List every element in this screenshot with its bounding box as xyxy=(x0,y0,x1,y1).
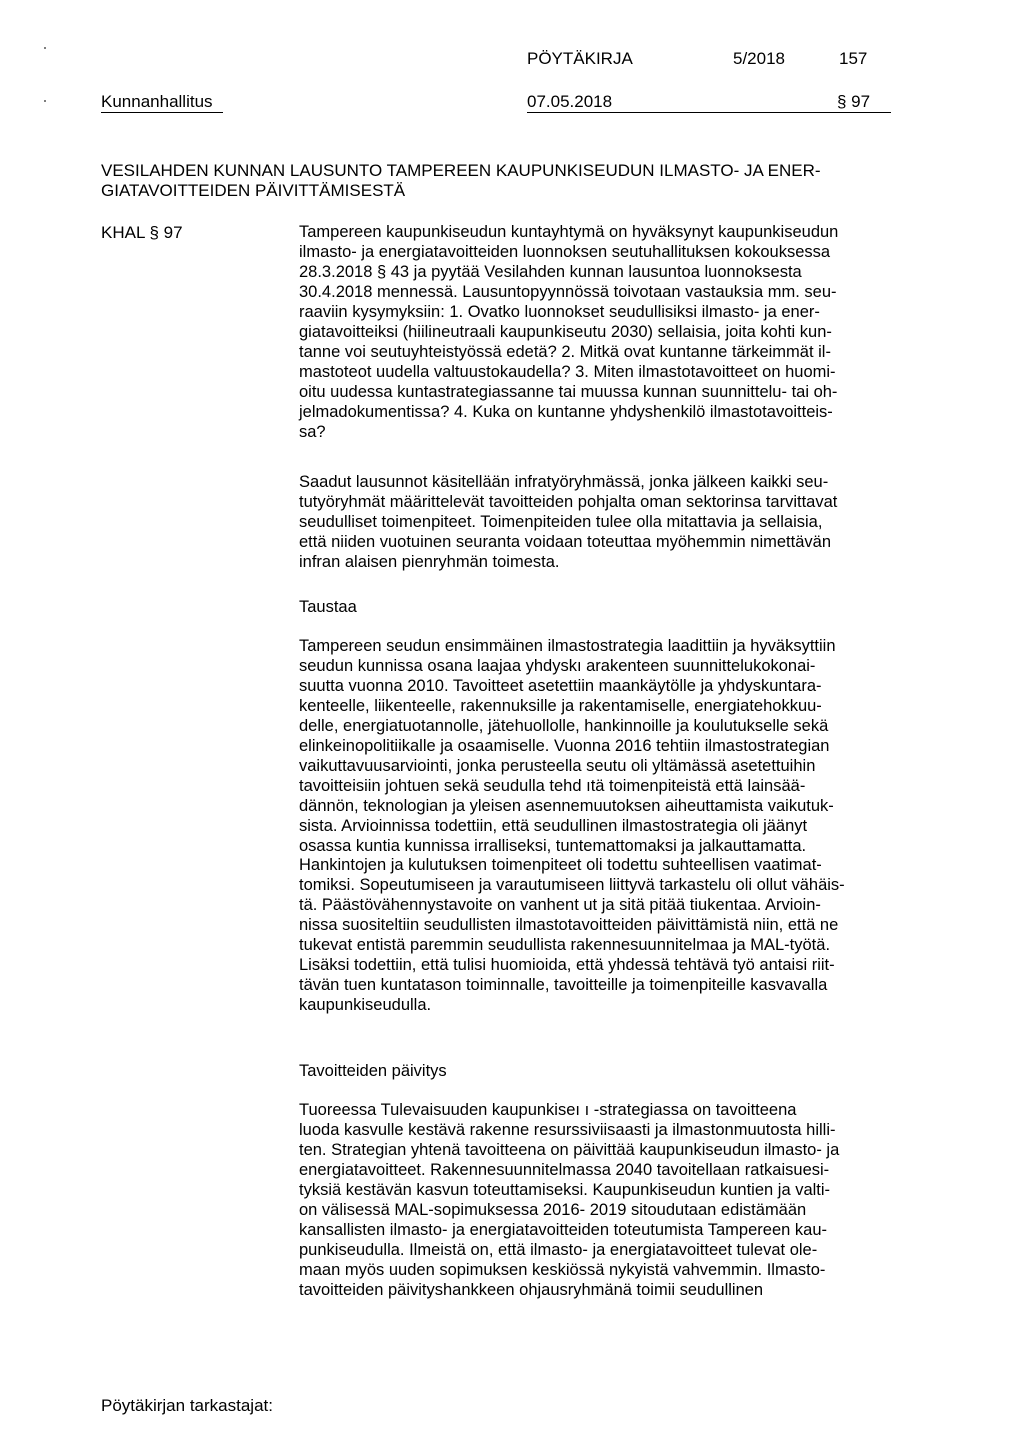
text-line: tanne voi seutuyhteistyössä edetä? 2. Mitkä ovat kuntanne tärkeimmät il- xyxy=(299,342,831,361)
text-line: luoda kasvulle kestävä rakenne resurssiviisaasti ja ilmastonmuutosta hilli- xyxy=(299,1120,836,1139)
text-line: 28.3.2018 § 43 ja pyytää Vesilahden kunnan lausuntoa luonnoksesta xyxy=(299,262,802,281)
heading-text: Taustaa xyxy=(299,598,357,616)
text-line: maan myös uuden sopimuksen keskiössä nykyistä vahvemmin. Ilmasto- xyxy=(299,1260,826,1279)
text-line: dännön, teknologian ja yleisen asennemuutoksen aiheuttamista vaikutuk- xyxy=(299,796,834,815)
header-rule-left xyxy=(101,112,223,113)
text-line: mastoteot uudella valtuustokaudella? 3. Miten ilmastotavoitteet on huomi- xyxy=(299,362,836,381)
text-line: raaviin kysymyksiin: 1. Ovatko luonnokset seudullisiksi ilmasto- ja ener- xyxy=(299,302,820,321)
text-line: oitu uudessa kuntastrategiassanne tai muussa kunnan suunnittelu- tai oh- xyxy=(299,382,838,401)
text-line: tavoitteiden päivityshankkeen ohjausryhmänä toimii seudullinen xyxy=(299,1280,764,1299)
text-line: vaikuttavuusarviointi, jonka perusteella seutu oli yltämässä asetettuihin xyxy=(299,756,816,775)
text-line: seudulliset toimenpiteet. Toimenpiteiden tulee olla mitattavia ja sellaisia, xyxy=(299,512,823,531)
text-line: elinkeinopolitiikalle ja osaamiselle. Vuonna 2016 tehtiin ilmastostrategian xyxy=(299,736,830,755)
paragraph-background xyxy=(299,637,899,1016)
text-line: tavoitteisiin johtuen sekä seudulla tehd ıtä toimenpiteistä että lainsää- xyxy=(299,776,806,795)
text-line: kaupunkiseudulla. xyxy=(299,996,432,1015)
section-number: § 97 xyxy=(837,92,871,111)
paragraph-processing xyxy=(299,473,899,573)
heading-text: Tavoitteiden päivitys xyxy=(299,1062,447,1080)
paragraph-request xyxy=(299,223,899,442)
item-code: KHAL § 97 xyxy=(101,223,183,242)
text-line: että niiden vuotuinen seuranta voidaan toteuttaa myöhemmin nimettävän xyxy=(299,532,832,551)
text-line: Tampereen seudun ensimmäinen ilmastostrategia laadittiin ja hyväksyttiin xyxy=(299,637,836,655)
issue-number: 5/2018 xyxy=(733,49,785,68)
text-line: energiatavoitteet. Rakennesuunnitelmassa 2040 tavoitellaan ratkaisuesi- xyxy=(299,1160,830,1179)
text-line: tutyöryhmät määrittelevät tavoitteiden pohjalta oman sektorinsa tarvittavat xyxy=(299,492,838,511)
text-line: Tuoreessa Tulevaisuuden kaupunkiseı ı -strategiassa on tavoitteena xyxy=(299,1101,797,1119)
text-line: suutta vuonna 2010. Tavoitteet asetettiin maankäytölle ja yhdyskuntara- xyxy=(299,676,822,695)
text-line: punkiseudulla. Ilmeistä on, että ilmasto- ja energiatavoitteet tulevat ole- xyxy=(299,1240,818,1259)
text-line: tukevat entistä paremmin seudullista rakennesuunnitelmaa ja MAL-työtä. xyxy=(299,936,831,955)
page-number: 157 xyxy=(839,49,868,68)
document-type: PÖYTÄKIRJA xyxy=(527,49,633,68)
text-line: tävän tuen kuntatason toiminnalle, tavoitteille ja toimenpiteille kasvavalla xyxy=(299,976,828,995)
text-line: tomiksi. Sopeutumiseen ja varautumiseen liittyvä tarkastelu oli ollut vähäis- xyxy=(299,876,845,895)
minutes-checkers-label: Pöytäkirjan tarkastajat: xyxy=(101,1396,273,1415)
paragraph-goals-update xyxy=(299,1101,899,1301)
text-line: Tampereen kaupunkiseudun kuntayhtymä on hyväksynyt kaupunkiseudun xyxy=(299,223,839,241)
heading-goals-update xyxy=(299,1062,899,1082)
text-line: ten. Strategian yhtenä tavoitteena on päivittää kaupunkiseudun ilmasto- ja xyxy=(299,1140,840,1159)
scan-speck xyxy=(44,47,46,49)
header-rule-right xyxy=(527,112,891,113)
meeting-date: 07.05.2018 xyxy=(527,92,613,111)
text-line: sista. Arvioinnissa todettiin, että seudullinen ilmastostrategia oli jäänyt xyxy=(299,816,808,835)
text-line: infran alaisen pienryhmän toimesta. xyxy=(299,552,560,571)
text-line: jelmadokumentissa? 4. Kuka on kuntanne yhdyshenkilö ilmastotavoitteis- xyxy=(299,402,833,421)
text-line: on välisessä MAL-sopimuksessa 2016- 2019 sitoudutaan edistämään xyxy=(299,1200,807,1219)
text-line: Hankintojen ja kulutuksen toimenpiteet oli todettu suhteellisen vaatimat- xyxy=(299,856,822,875)
heading-background xyxy=(299,598,899,618)
text-line: sa? xyxy=(299,422,326,441)
text-line: Saadut lausunnot käsitellään infratyöryhmässä, jonka jälkeen kaikki seu- xyxy=(299,473,829,491)
text-line: kenteelle, liikenteelle, rakennuksille ja rakentamiselle, energiatehokkuu- xyxy=(299,696,822,715)
organ-name: Kunnanhallitus xyxy=(101,92,213,111)
scan-speck xyxy=(44,100,46,102)
text-line: Lisäksi todettiin, että tulisi huomioida, että yhdessä tehtävä työ antaisi riit- xyxy=(299,956,835,975)
text-line: delle, energiatuotannolle, jätehuollolle, hankinnoille ja koulutukselle sekä xyxy=(299,716,829,735)
text-line: 30.4.2018 mennessä. Lausuntopyynnössä toivotaan vastauksia mm. seu- xyxy=(299,282,837,301)
text-line: tyksiä kestävän kasvun toteuttamiseksi. Kaupunkiseudun kuntien ja valti- xyxy=(299,1180,831,1199)
title-line: GIATAVOITTEIDEN PÄIVITTÄMISESTÄ xyxy=(101,181,406,200)
text-line: ilmasto- ja energiatavoitteiden luonnoksen seutuhallituksen kokouksessa xyxy=(299,242,831,261)
text-line: osassa kuntia kunnissa irralliseksi, tuntemattomaksi ja jalkauttamatta. xyxy=(299,836,807,855)
text-line: tä. Päästövähennystavoite on vanhent ut ja sitä pitää tiukentaa. Arvioin- xyxy=(299,896,821,915)
text-line: kansallisten ilmasto- ja energiatavoitteiden toteutumista Tampereen kau- xyxy=(299,1220,827,1239)
text-line: giatavoitteiksi (hiilineutraali kaupunkiseutu 2030) sellaisia, joita kohti kun- xyxy=(299,322,832,341)
title-line: VESILAHDEN KUNNAN LAUSUNTO TAMPEREEN KAUPUNKISEUDUN ILMASTO- JA ENER- xyxy=(101,161,821,180)
text-line: nissa suositeltiin seudullisten ilmastotavoitteiden päivittämistä niin, että ne xyxy=(299,916,839,935)
text-line: seudun kunnissa osana laajaa yhdyskı arakenteen suunnittelukokonai- xyxy=(299,656,816,675)
document-title xyxy=(101,161,901,201)
